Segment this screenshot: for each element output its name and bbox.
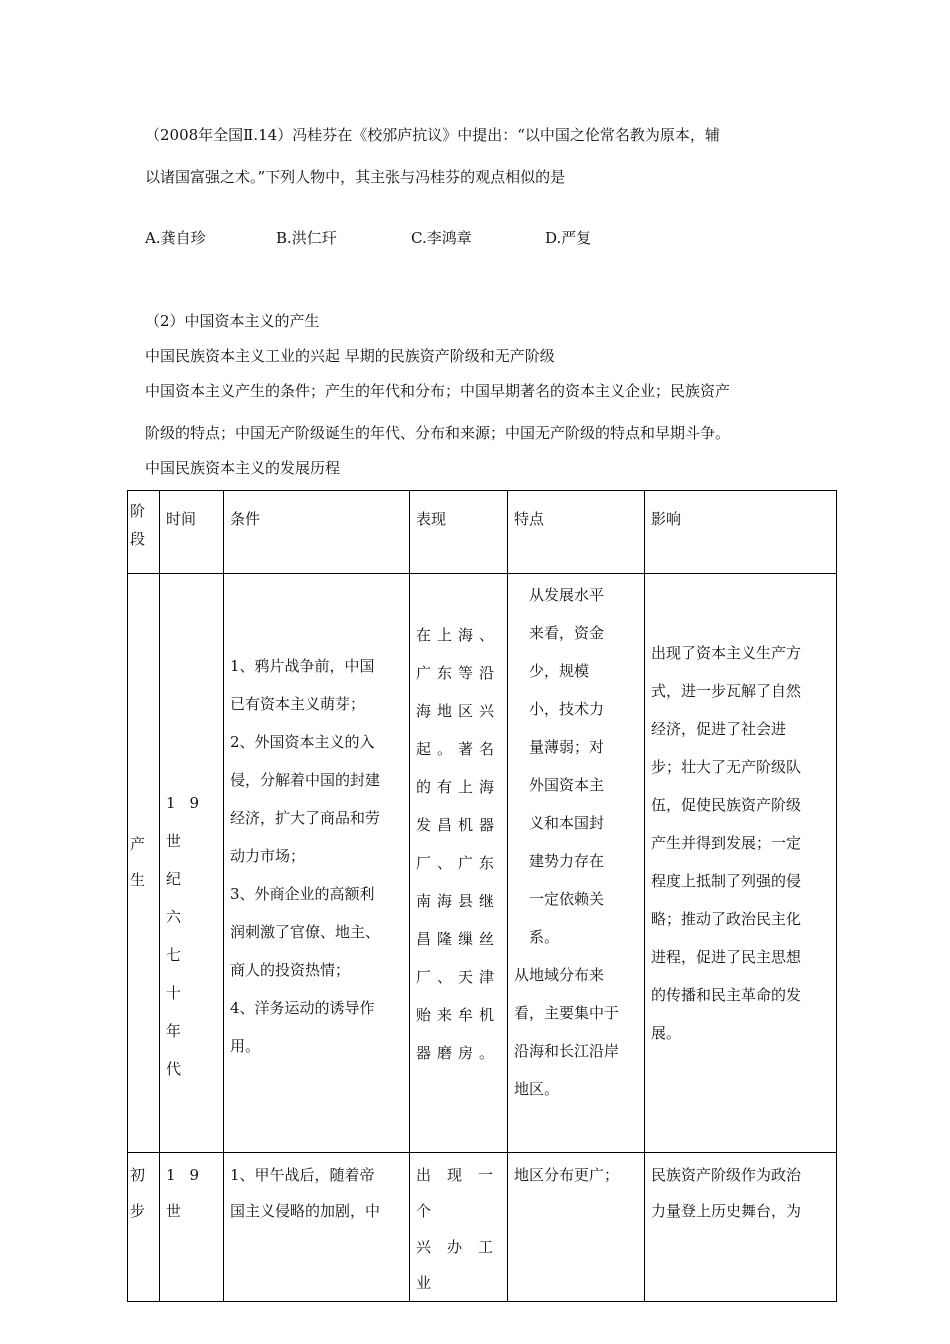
table-cell: 19 世 纪 六 七 十 年代 [160, 574, 224, 1153]
table-row [128, 1153, 837, 1302]
table-row [128, 574, 837, 1153]
section-heading: （2）中国资本主义的产生 [145, 312, 320, 330]
header-cell-conditions: 条件 [224, 491, 410, 574]
table-cell: 1、甲午战后，随着帝 国主义侵略的加剧，中 [224, 1153, 410, 1302]
option-c: C.李鸿章 [411, 229, 472, 247]
question-line-2: 以诸国富强之术。”下列人物中，其主张与冯桂芬的观点相似的是 [145, 168, 566, 186]
option-d: D.严复 [545, 229, 592, 247]
table-cell: 19 世 [160, 1153, 224, 1302]
header-cell-time: 时间 [160, 491, 224, 574]
table-cell: 产 生 [128, 574, 160, 1153]
option-a: A.龚自珍 [145, 229, 206, 247]
header-cell-impact: 影响 [645, 491, 837, 574]
table-cell: 出现了资本主义生产方 式，进一步瓦解了自然 经济，促进了社会进 步；壮大了无产阶级队 伍，促使民族资产阶级 产生并得到发展；一定 程度上抵制了列强的侵 略；推动了政治民主化 进程，促进了民主思想 的传播和民主革命的发 展。 [645, 574, 837, 1153]
table-header-row [128, 491, 837, 574]
table-cell: 在上海、 广东等沿 海地区兴 起。著名 的有上海 发昌机器 厂、广东 南海县继 昌隆缫丝 厂、天津 贻来牟机 器磨房。 [410, 574, 508, 1153]
table-cell: 1、鸦片战争前，中国 已有资本主义萌芽； 2、外国资本主义的入 侵，分解着中国的封建 经济，扩大了商品和劳 动力市场； 3、外商企业的高额利 润刺激了官僚、地主、 商人的投资热情； 4、洋务运动的诱导作 用。 [224, 574, 410, 1153]
table-cell: 出现一个 兴办工业 [410, 1153, 508, 1302]
development-table [127, 490, 837, 1302]
table-cell: 从发展水平 来看，资金 少，规模 小，技术力 量薄弱；对 外国资本主 义和本国封 建势力存在 一定依赖关 系。 从地域分布来 看，主要集中于 沿海和长江沿岸 地区。 [508, 574, 645, 1153]
header-cell-stage: 阶 段 [128, 491, 160, 574]
question-line-1: （2008年全国Ⅱ.14）冯桂芬在《校邠庐抗议》中提出：“以中国之伦常名教为原本，辅 [145, 126, 720, 144]
table-cell: 地区分布更广； [508, 1153, 645, 1302]
section-line-2: 中国资本主义产生的条件；产生的年代和分布；中国早期著名的资本主义企业；民族资产 [145, 382, 731, 400]
table-cell: 民族资产阶级作为政治 力量登上历史舞台，为 [645, 1153, 837, 1302]
option-b: B.洪仁玕 [276, 229, 337, 247]
header-cell-performance: 表现 [410, 491, 508, 574]
section-line-3: 阶级的特点；中国无产阶级诞生的年代、分布和来源；中国无产阶级的特点和早期斗争。 [145, 424, 731, 442]
section-line-1: 中国民族资本主义工业的兴起 早期的民族资产阶级和无产阶级 [145, 347, 555, 365]
table-cell: 初 步 [128, 1153, 160, 1302]
header-cell-features: 特点 [508, 491, 645, 574]
section-line-4: 中国民族资本主义的发展历程 [145, 459, 341, 477]
